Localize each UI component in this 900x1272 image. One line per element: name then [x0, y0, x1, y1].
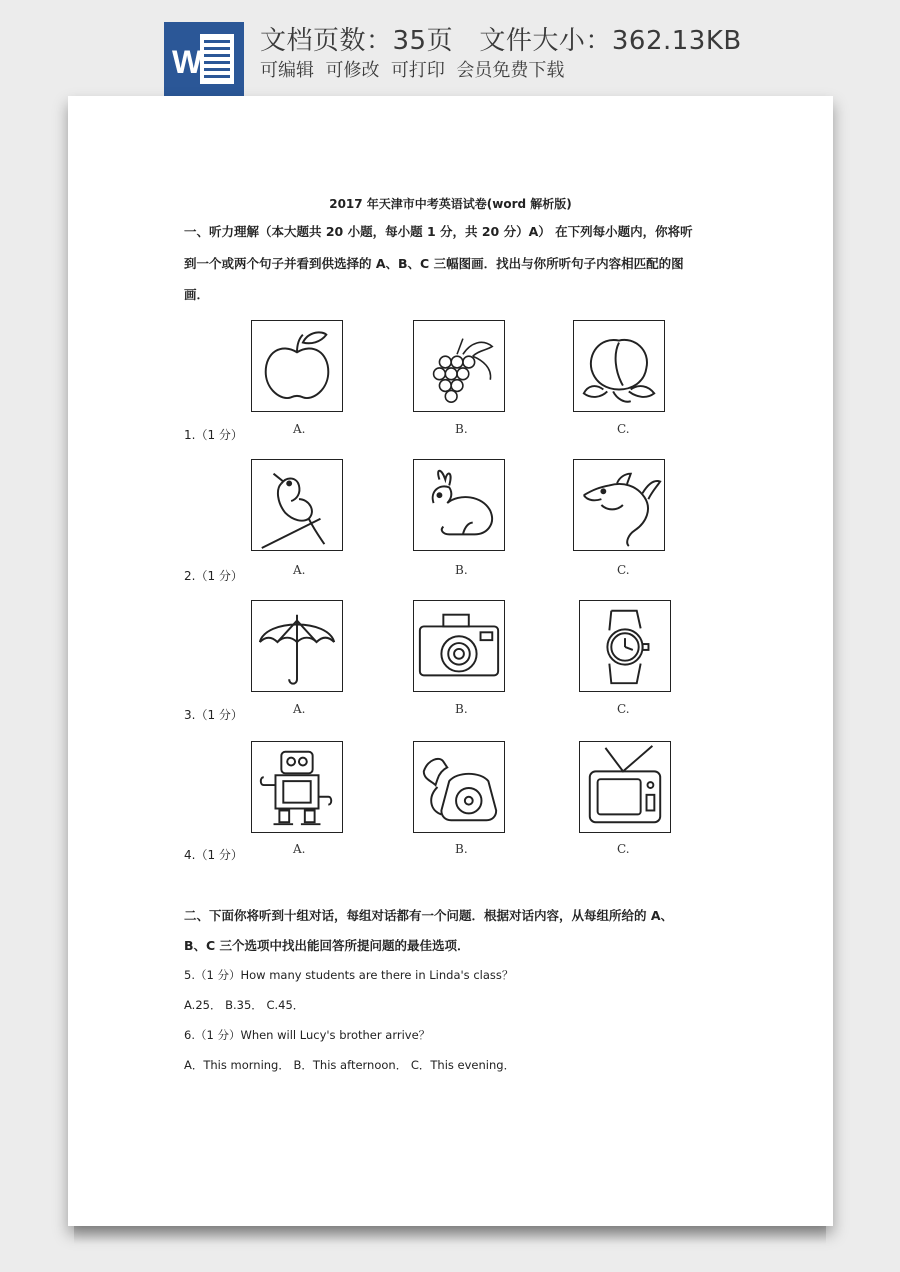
- file-info-line: 文档页数：35页 文件大小：362.13KB: [260, 26, 742, 56]
- header-banner: [0, 0, 900, 100]
- document-page: [68, 96, 833, 1226]
- option-a-label: A.: [293, 842, 306, 856]
- telephone-picture: [413, 741, 505, 833]
- umbrella-picture: [251, 600, 343, 692]
- option-c-label: C.: [617, 842, 630, 856]
- dolphin-picture: [573, 459, 665, 551]
- section2-line-2: B、C 三个选项中找出能回答所提问题的最佳选项．: [184, 938, 470, 953]
- option-a-label: A.: [293, 702, 306, 716]
- watch-picture: [579, 600, 671, 692]
- section1-line-3: 画．: [184, 287, 210, 302]
- section2-line-1: 二、下面你将听到十组对话，每组对话都有一个问题．根据对话内容，从每组所给的 A、: [184, 908, 674, 923]
- option-b-label: B.: [455, 563, 468, 577]
- option-a-label: A.: [293, 422, 306, 436]
- page-shadow: [74, 1226, 826, 1244]
- question-2-number: 2.（1 分）: [184, 569, 243, 583]
- question-5-options: A.25． B.35． C.45．: [184, 998, 305, 1012]
- option-c-label: C.: [617, 702, 630, 716]
- question-1-number: 1.（1 分）: [184, 428, 243, 442]
- robot-picture: [251, 741, 343, 833]
- option-a-label: A.: [293, 563, 306, 577]
- question-5: 5.（1 分）How many students are there in Linda's class？: [184, 968, 514, 982]
- word-icon-letter: W: [172, 44, 203, 80]
- word-document-icon: [164, 22, 244, 96]
- option-b-label: B.: [455, 422, 468, 436]
- features-line: 可编辑 可修改 可打印 会员免费下载: [260, 60, 565, 81]
- bird-picture: [251, 459, 343, 551]
- grapes-picture: [413, 320, 505, 412]
- peach-picture: [573, 320, 665, 412]
- option-b-label: B.: [455, 702, 468, 716]
- section1-line-2: 到一个或两个句子并看到供选择的 A、B、C 三幅图画．找出与你所听句子内容相匹配的图: [184, 256, 684, 271]
- apple-picture: [251, 320, 343, 412]
- question-6-options: A．This morning． B．This afternoon． C．This evening．: [184, 1058, 516, 1072]
- document-title: 2017 年天津市中考英语试卷(word 解析版): [329, 197, 572, 211]
- question-3-number: 3.（1 分）: [184, 708, 243, 722]
- option-c-label: C.: [617, 563, 630, 577]
- option-c-label: C.: [617, 422, 630, 436]
- television-picture: [579, 741, 671, 833]
- section1-line-1: 一、听力理解（本大题共 20 小题，每小题 1 分，共 20 分）A） 在下列每小题内，你将听: [184, 224, 693, 239]
- question-6: 6.（1 分）When will Lucy's brother arrive？: [184, 1028, 431, 1042]
- option-b-label: B.: [455, 842, 468, 856]
- rabbit-picture: [413, 459, 505, 551]
- question-4-number: 4.（1 分）: [184, 848, 243, 862]
- camera-picture: [413, 600, 505, 692]
